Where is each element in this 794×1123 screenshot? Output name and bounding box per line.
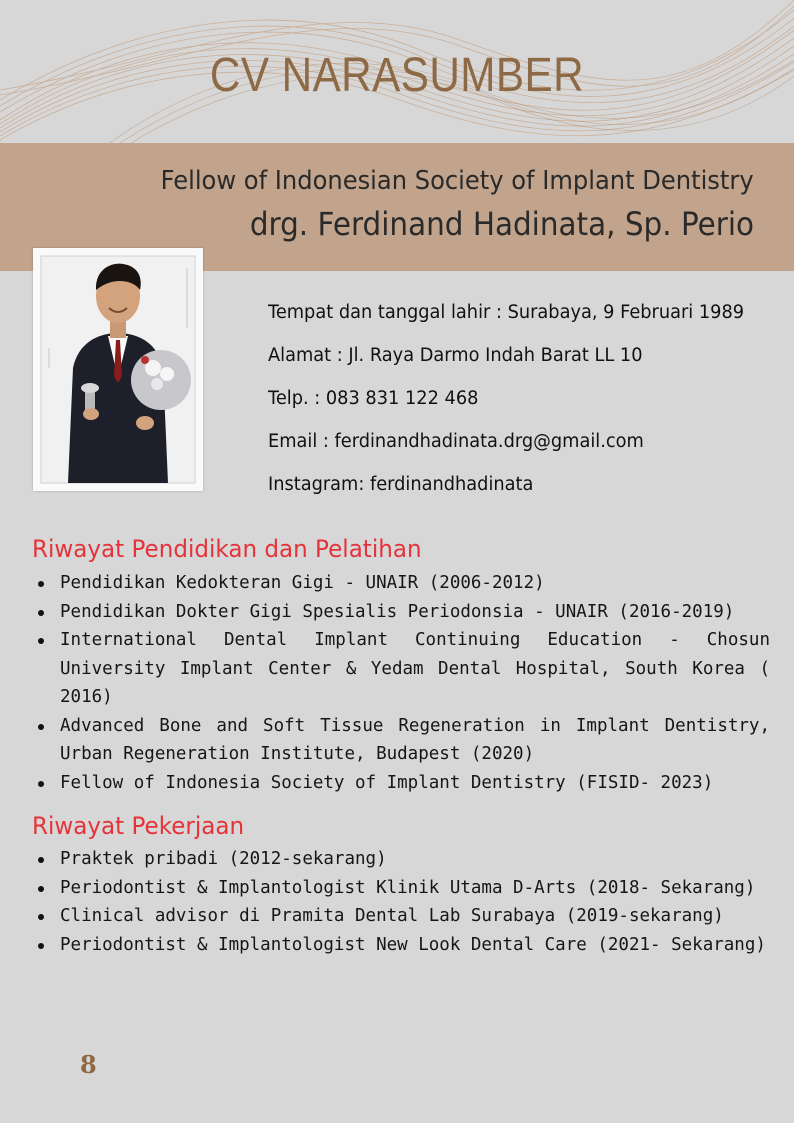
list-item: Fellow of Indonesia Society of Implant Dentistry (FISID- 2023) xyxy=(32,769,770,798)
portrait-illustration xyxy=(33,248,203,491)
birth-info: Tempat dan tanggal lahir : Surabaya, 9 Februari 1989 xyxy=(268,302,745,323)
list-item: Advanced Bone and Soft Tissue Regeneration in Implant Dentistry, Urban Regeneration Institute, Budapest (2020) xyxy=(32,712,770,769)
phone-info: Telp. : 083 831 122 468 xyxy=(268,388,479,409)
list-item: International Dental Implant Continuing Education - Chosun University Implant Center & Yedam Dental Hospital, South Korea ( 2016) xyxy=(32,626,770,712)
list-item: Clinical advisor di Pramita Dental Lab Surabaya (2019-sekarang) xyxy=(32,902,770,931)
list-item: Praktek pribadi (2012-sekarang) xyxy=(32,845,770,874)
list-item: Periodontist & Implantologist Klinik Utama D-Arts (2018- Sekarang) xyxy=(32,874,770,903)
fellowship-subtitle: Fellow of Indonesian Society of Implant Dentistry xyxy=(160,166,754,196)
page-title: CV NARASUMBER xyxy=(209,49,585,102)
list-item: Periodontist & Implantologist New Look Dental Care (2021- Sekarang) xyxy=(32,931,770,960)
instagram-info: Instagram: ferdinandhadinata xyxy=(268,474,534,495)
list-item: Pendidikan Kedokteran Gigi - UNAIR (2006-2012) xyxy=(32,569,770,598)
education-heading: Riwayat Pendidikan dan Pelatihan xyxy=(32,535,422,563)
education-list xyxy=(32,569,770,797)
profile-details xyxy=(268,302,764,517)
speaker-photo xyxy=(33,248,203,491)
work-heading: Riwayat Pekerjaan xyxy=(32,812,245,840)
speaker-name: drg. Ferdinand Hadinata, Sp. Perio xyxy=(249,205,754,243)
address-info: Alamat : Jl. Raya Darmo Indah Barat LL 10 xyxy=(268,345,643,366)
page-number: 8 xyxy=(80,1050,97,1079)
email-info: Email : ferdinandhadinata.drg@gmail.com xyxy=(268,431,644,452)
list-item: Pendidikan Dokter Gigi Spesialis Periodonsia - UNAIR (2016-2019) xyxy=(32,598,770,627)
work-list xyxy=(32,845,770,959)
